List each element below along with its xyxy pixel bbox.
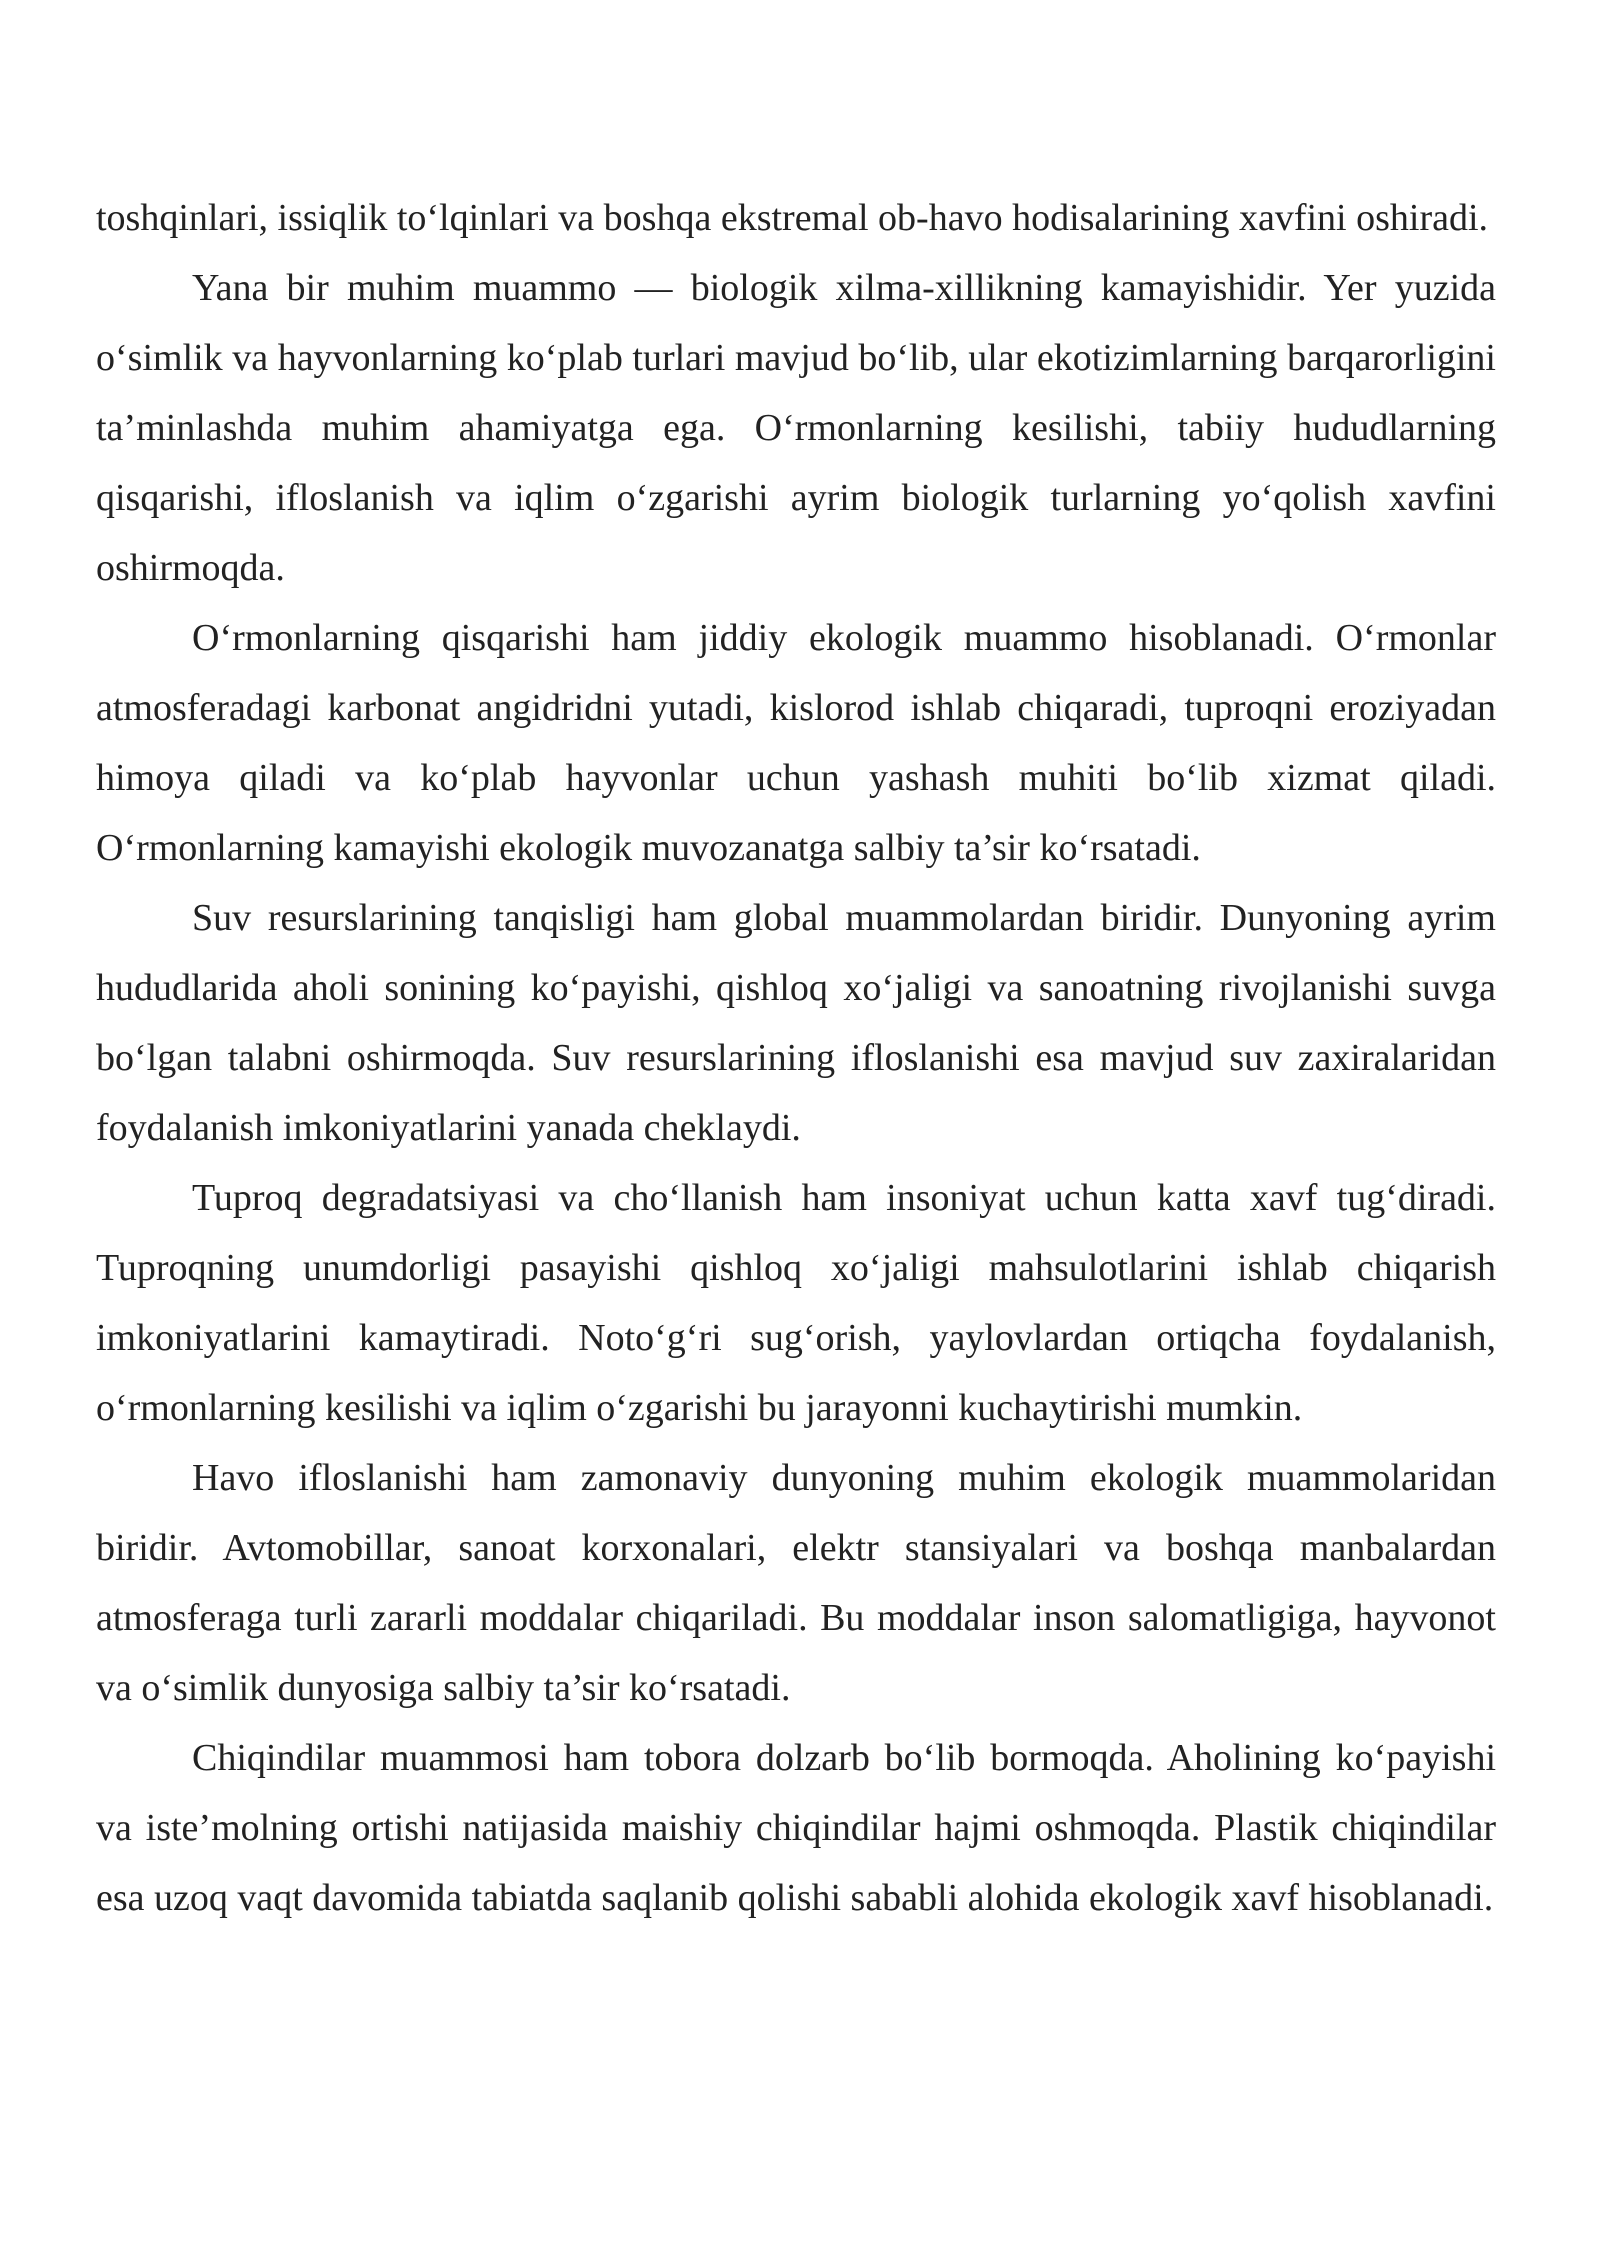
paragraph-biodiversity: Yana bir muhim muammo — biologik xilma-xillikning kamayishidir. Yer yuzida o‘simlik va hayvonlarning ko‘plab turlari mavjud bo‘lib, ular ekotizimlarning barqarorligini ta’minlashda muhim ahamiyatga ega. O‘rmonlarning kesilishi, tabiiy hududlarning qisqarishi, ifloslanish va iqlim o‘zgarishi ayrim biologik turlarning yo‘qolish xavfini oshirmoqda. [96,267,1496,589]
paragraph-waste: Chiqindilar muammosi ham tobora dolzarb bo‘lib bormoqda. Aholining ko‘payishi va iste’molning ortishi natijasida maishiy chiqindilar hajmi oshmoqda. Plastik chiqindilar esa uzoq vaqt davomida tabiatda saqlanib qolishi sababli alohida ekologik xavf hisoblanadi. [96,1737,1496,1919]
paragraph-continuation: toshqinlari, issiqlik to‘lqinlari va boshqa ekstremal ob-havo hodisalarining xavfini oshiradi. [96,197,1489,239]
paragraph-deforestation: O‘rmonlarning qisqarishi ham jiddiy ekologik muammo hisoblanadi. O‘rmonlar atmosferadagi karbonat angidridni yutadi, kislorod ishlab chiqaradi, tuproqni eroziyadan himoya qiladi va ko‘plab hayvonlar uchun yashash muhiti bo‘lib xizmat qiladi. O‘rmonlarning kamayishi ekologik muvozanatga salbiy ta’sir ko‘rsatadi. [96,617,1496,869]
paragraph-soil-degradation: Tuproq degradatsiyasi va cho‘llanish ham insoniyat uchun katta xavf tug‘diradi. Tuproqning unumdorligi pasayishi qishloq xo‘jaligi mahsulotlarini ishlab chiqarish imkoniyatlarini kamaytiradi. Noto‘g‘ri sug‘orish, yaylovlardan ortiqcha foydalanish, o‘rmonlarning kesilishi va iqlim o‘zgarishi bu jarayonni kuchaytirishi mumkin. [96,1177,1496,1429]
document-page [96,183,1496,1933]
paragraph-water-scarcity: Suv resurslarining tanqisligi ham global muammolardan biridir. Dunyoning ayrim hududlarida aholi sonining ko‘payishi, qishloq xo‘jaligi va sanoatning rivojlanishi suvga bo‘lgan talabni oshirmoqda. Suv resurslarining ifloslanishi esa mavjud suv zaxiralaridan foydalanish imkoniyatlarini yanada cheklaydi. [96,897,1496,1149]
paragraph-air-pollution: Havo ifloslanishi ham zamonaviy dunyoning muhim ekologik muammolaridan biridir. Avtomobillar, sanoat korxonalari, elektr stansiyalari va boshqa manbalardan atmosferaga turli zararli moddalar chiqariladi. Bu moddalar inson salomatligiga, hayvonot va o‘simlik dunyosiga salbiy ta’sir ko‘rsatadi. [96,1457,1496,1709]
